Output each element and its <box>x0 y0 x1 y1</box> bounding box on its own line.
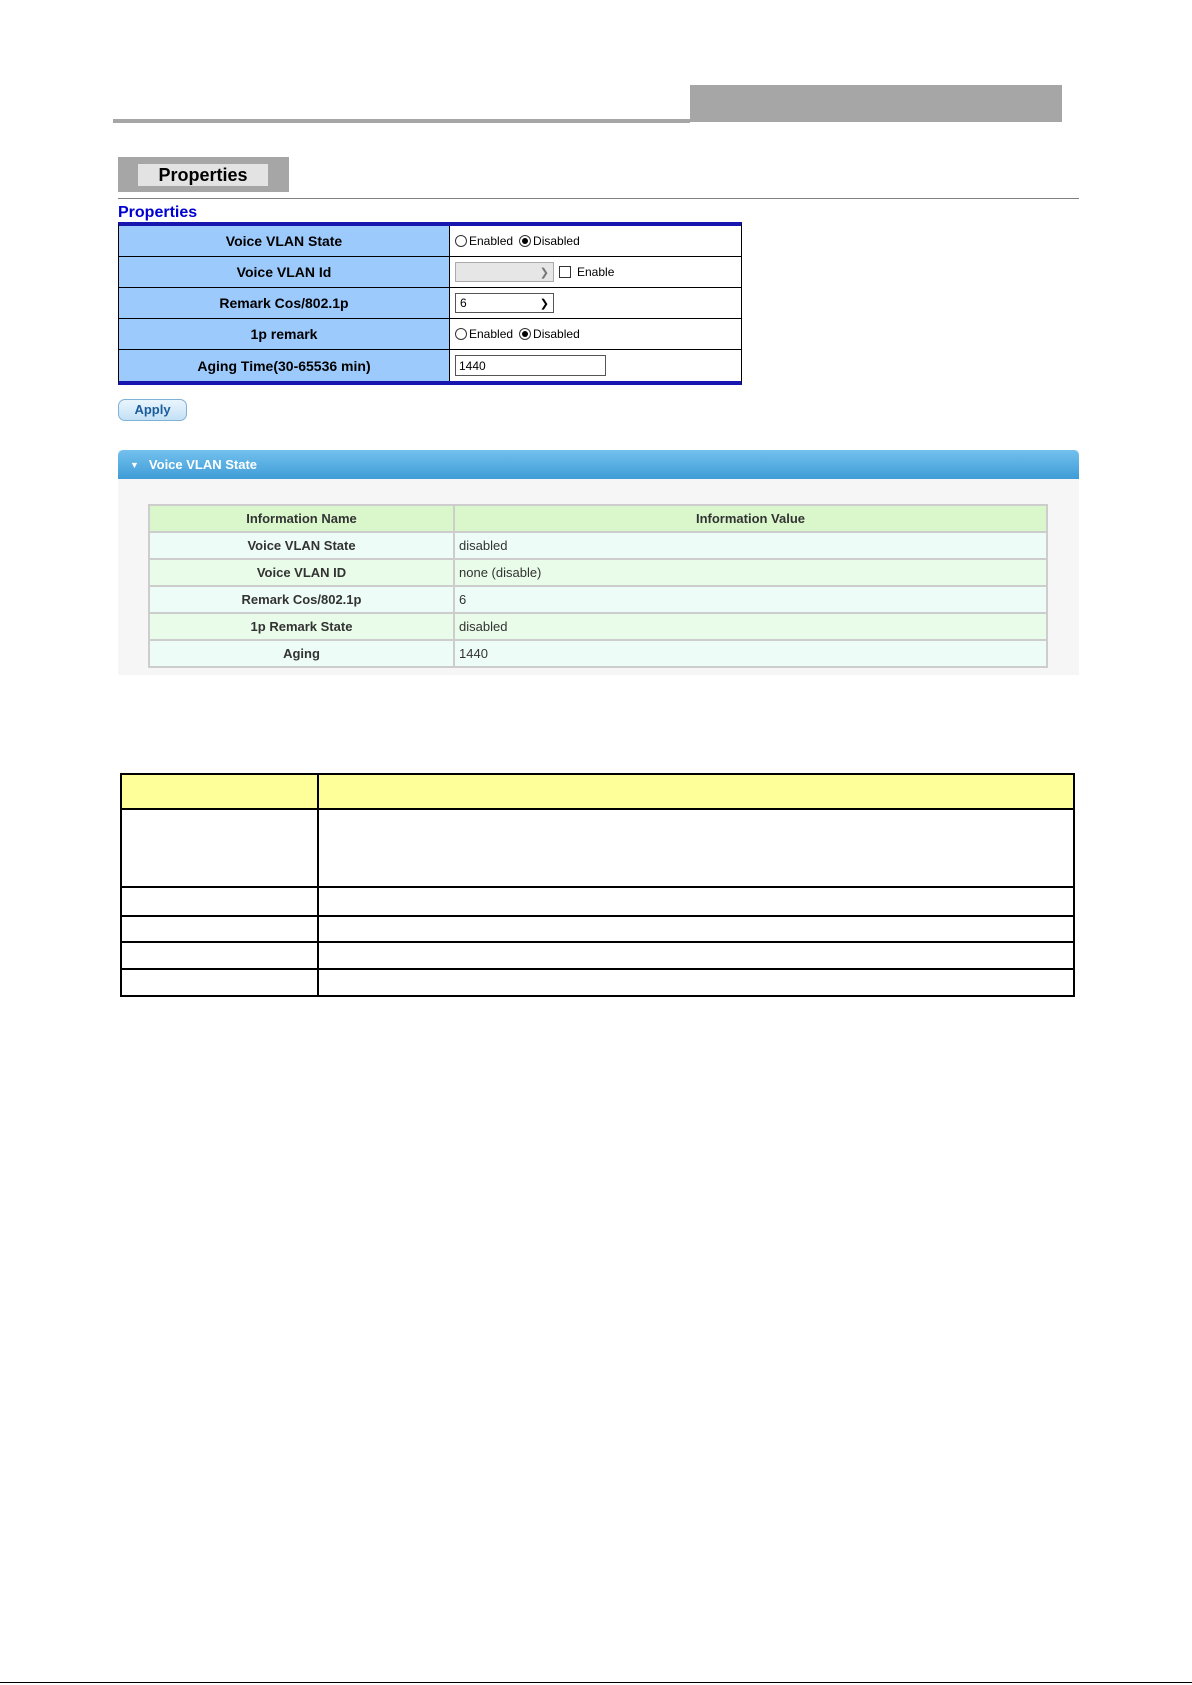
voice-vlan-state-panel <box>118 450 1079 675</box>
description-row <box>121 916 1074 942</box>
table-row <box>149 559 1047 586</box>
description-row <box>121 969 1074 996</box>
apply-button[interactable]: Apply <box>118 399 187 421</box>
description-cell <box>121 916 318 942</box>
form-label: 1p remark <box>119 319 450 349</box>
select-value: 6 <box>460 296 467 310</box>
header-rule <box>113 119 690 123</box>
properties-form <box>118 222 742 385</box>
info-name: Voice VLAN State <box>149 532 454 559</box>
description-cell <box>121 887 318 916</box>
remark-cos-select[interactable] <box>455 293 554 313</box>
description-cell <box>121 969 318 996</box>
chevron-down-icon: ❯ <box>539 266 549 279</box>
column-header: Information Name <box>149 505 454 532</box>
info-value: disabled <box>454 613 1047 640</box>
description-header-cell <box>318 774 1074 809</box>
form-label: Voice VLAN Id <box>119 257 450 287</box>
form-row-remark-cos <box>119 288 741 319</box>
properties-tab[interactable] <box>118 157 289 192</box>
description-cell <box>318 916 1074 942</box>
voice-vlan-id-enable-checkbox[interactable] <box>559 266 571 278</box>
chevron-down-icon: ❯ <box>539 297 549 310</box>
radio-label: Disabled <box>533 327 580 341</box>
description-row <box>121 887 1074 916</box>
description-row <box>121 809 1074 887</box>
1p-remark-enabled-radio[interactable] <box>455 328 467 340</box>
description-header-cell <box>121 774 318 809</box>
form-label: Remark Cos/802.1p <box>119 288 450 318</box>
voice-vlan-id-select[interactable] <box>455 262 554 282</box>
description-header-row <box>121 774 1074 809</box>
description-table <box>120 773 1075 997</box>
table-row <box>149 586 1047 613</box>
panel-title: Voice VLAN State <box>148 457 258 472</box>
table-row <box>149 640 1047 667</box>
radio-label: Disabled <box>533 234 580 248</box>
info-value: none (disable) <box>454 559 1047 586</box>
info-value: 1440 <box>454 640 1047 667</box>
info-value: disabled <box>454 532 1047 559</box>
radio-label: Enabled <box>469 234 514 248</box>
section-title: Properties <box>118 204 198 221</box>
properties-tab-label: Properties <box>138 164 268 186</box>
info-name: 1p Remark State <box>149 613 454 640</box>
description-cell <box>318 809 1074 887</box>
voice-vlan-state-enabled-radio[interactable] <box>455 235 467 247</box>
panel-header[interactable] <box>118 450 1079 479</box>
info-name: Voice VLAN ID <box>149 559 454 586</box>
footer-rule <box>0 1682 1192 1683</box>
description-cell <box>318 942 1074 969</box>
info-value: 6 <box>454 586 1047 613</box>
tab-divider <box>118 198 1079 199</box>
form-row-aging-time <box>119 350 741 381</box>
description-cell <box>121 809 318 887</box>
info-name: Aging <box>149 640 454 667</box>
form-row-voice-vlan-state <box>119 226 741 257</box>
form-row-1p-remark <box>119 319 741 350</box>
radio-label: Enabled <box>469 327 514 341</box>
checkbox-label: Enable <box>577 265 615 279</box>
description-cell <box>318 969 1074 996</box>
info-name: Remark Cos/802.1p <box>149 586 454 613</box>
description-row <box>121 942 1074 969</box>
description-cell <box>318 887 1074 916</box>
aging-time-input[interactable] <box>455 355 606 376</box>
table-row <box>149 613 1047 640</box>
collapse-triangle-icon: ▼ <box>130 459 139 470</box>
form-row-voice-vlan-id <box>119 257 741 288</box>
voice-vlan-state-disabled-radio[interactable] <box>519 235 531 247</box>
info-table <box>148 504 1048 668</box>
form-label: Voice VLAN State <box>119 226 450 256</box>
table-row <box>149 532 1047 559</box>
description-cell <box>121 942 318 969</box>
header-block <box>690 85 1062 122</box>
column-header: Information Value <box>454 505 1047 532</box>
form-label: Aging Time(30-65536 min) <box>119 350 450 381</box>
1p-remark-disabled-radio[interactable] <box>519 328 531 340</box>
